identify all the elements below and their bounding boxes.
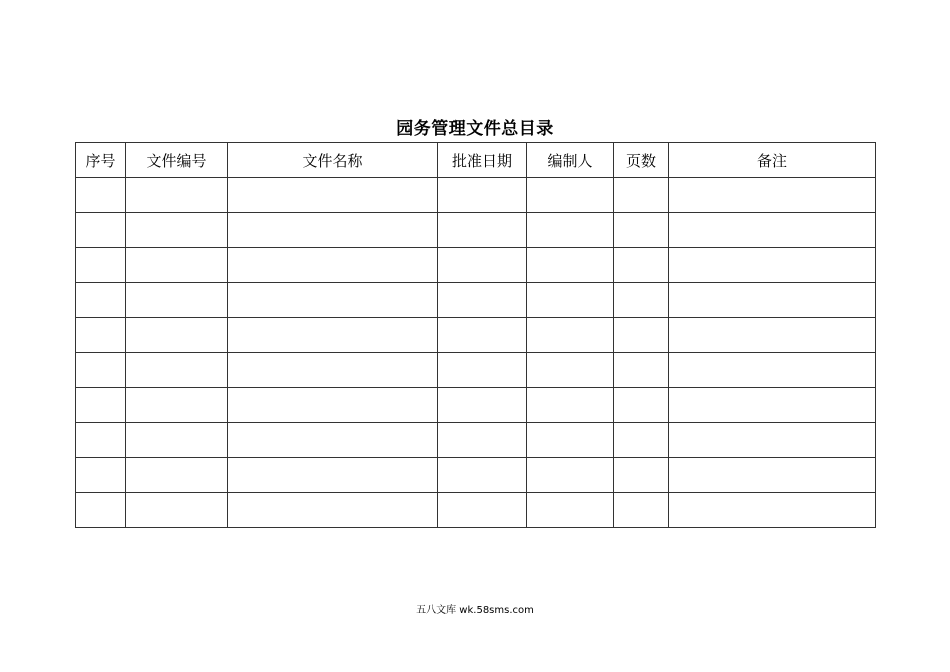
table-cell[interactable]	[228, 388, 438, 423]
table-cell[interactable]	[438, 213, 527, 248]
table-cell[interactable]	[669, 318, 876, 353]
table-cell[interactable]	[228, 458, 438, 493]
table-body	[76, 178, 876, 528]
table-cell[interactable]	[126, 248, 228, 283]
table-cell[interactable]	[126, 178, 228, 213]
table-row	[76, 213, 876, 248]
header-file-name: 文件名称	[228, 143, 438, 178]
table-cell[interactable]	[228, 178, 438, 213]
table-cell[interactable]	[614, 423, 669, 458]
table-cell[interactable]	[527, 458, 614, 493]
header-file-number: 文件编号	[126, 143, 228, 178]
table-row	[76, 318, 876, 353]
header-page-count: 页数	[614, 143, 669, 178]
table-cell[interactable]	[669, 213, 876, 248]
table-row	[76, 388, 876, 423]
table-row	[76, 423, 876, 458]
table-header-row	[76, 143, 876, 178]
table-cell[interactable]	[228, 213, 438, 248]
header-approval-date: 批准日期	[438, 143, 527, 178]
footer-watermark: 五八文库 wk.58sms.com	[416, 605, 534, 616]
table-cell[interactable]	[228, 318, 438, 353]
table-cell[interactable]	[76, 493, 126, 528]
table-cell[interactable]	[614, 493, 669, 528]
table-cell[interactable]	[438, 178, 527, 213]
table-cell[interactable]	[76, 458, 126, 493]
table-cell[interactable]	[438, 423, 527, 458]
table-cell[interactable]	[614, 318, 669, 353]
table-cell[interactable]	[126, 388, 228, 423]
table-cell[interactable]	[76, 388, 126, 423]
table-cell[interactable]	[669, 353, 876, 388]
table-cell[interactable]	[669, 283, 876, 318]
table-cell[interactable]	[126, 283, 228, 318]
table-cell[interactable]	[669, 178, 876, 213]
table-row	[76, 493, 876, 528]
table-cell[interactable]	[438, 458, 527, 493]
table-cell[interactable]	[76, 423, 126, 458]
table-cell[interactable]	[228, 353, 438, 388]
table-cell[interactable]	[438, 493, 527, 528]
table-cell[interactable]	[228, 423, 438, 458]
table-cell[interactable]	[614, 388, 669, 423]
table-cell[interactable]	[228, 283, 438, 318]
table-cell[interactable]	[76, 283, 126, 318]
table-cell[interactable]	[228, 493, 438, 528]
table-cell[interactable]	[76, 178, 126, 213]
table-row	[76, 248, 876, 283]
table-cell[interactable]	[76, 353, 126, 388]
table-cell[interactable]	[126, 353, 228, 388]
table-cell[interactable]	[614, 283, 669, 318]
table-cell[interactable]	[438, 318, 527, 353]
table-cell[interactable]	[126, 493, 228, 528]
table-cell[interactable]	[228, 248, 438, 283]
table-cell[interactable]	[438, 388, 527, 423]
table-cell[interactable]	[527, 178, 614, 213]
header-serial-number: 序号	[76, 143, 126, 178]
table-cell[interactable]	[126, 318, 228, 353]
table-cell[interactable]	[527, 388, 614, 423]
table-cell[interactable]	[438, 248, 527, 283]
table-cell[interactable]	[438, 283, 527, 318]
header-author: 编制人	[527, 143, 614, 178]
table-cell[interactable]	[527, 318, 614, 353]
table-cell[interactable]	[126, 423, 228, 458]
table-cell[interactable]	[527, 353, 614, 388]
table-cell[interactable]	[527, 493, 614, 528]
table-cell[interactable]	[76, 248, 126, 283]
table-cell[interactable]	[126, 213, 228, 248]
table-row	[76, 283, 876, 318]
table-cell[interactable]	[126, 458, 228, 493]
table-cell[interactable]	[614, 353, 669, 388]
table-cell[interactable]	[669, 493, 876, 528]
table-cell[interactable]	[438, 353, 527, 388]
table-cell[interactable]	[614, 248, 669, 283]
table-row	[76, 353, 876, 388]
table-cell[interactable]	[669, 388, 876, 423]
file-catalog-table	[75, 142, 876, 528]
table-cell[interactable]	[76, 213, 126, 248]
document-title: 园务管理文件总目录	[396, 119, 554, 139]
table-cell[interactable]	[527, 423, 614, 458]
table-cell[interactable]	[669, 248, 876, 283]
header-remarks: 备注	[669, 143, 876, 178]
table-cell[interactable]	[527, 248, 614, 283]
table-row	[76, 458, 876, 493]
table-cell[interactable]	[614, 178, 669, 213]
table-cell[interactable]	[76, 318, 126, 353]
table-row	[76, 178, 876, 213]
table-cell[interactable]	[669, 423, 876, 458]
table-cell[interactable]	[669, 458, 876, 493]
table-cell[interactable]	[527, 283, 614, 318]
table-cell[interactable]	[614, 458, 669, 493]
table-cell[interactable]	[527, 213, 614, 248]
table-cell[interactable]	[614, 213, 669, 248]
